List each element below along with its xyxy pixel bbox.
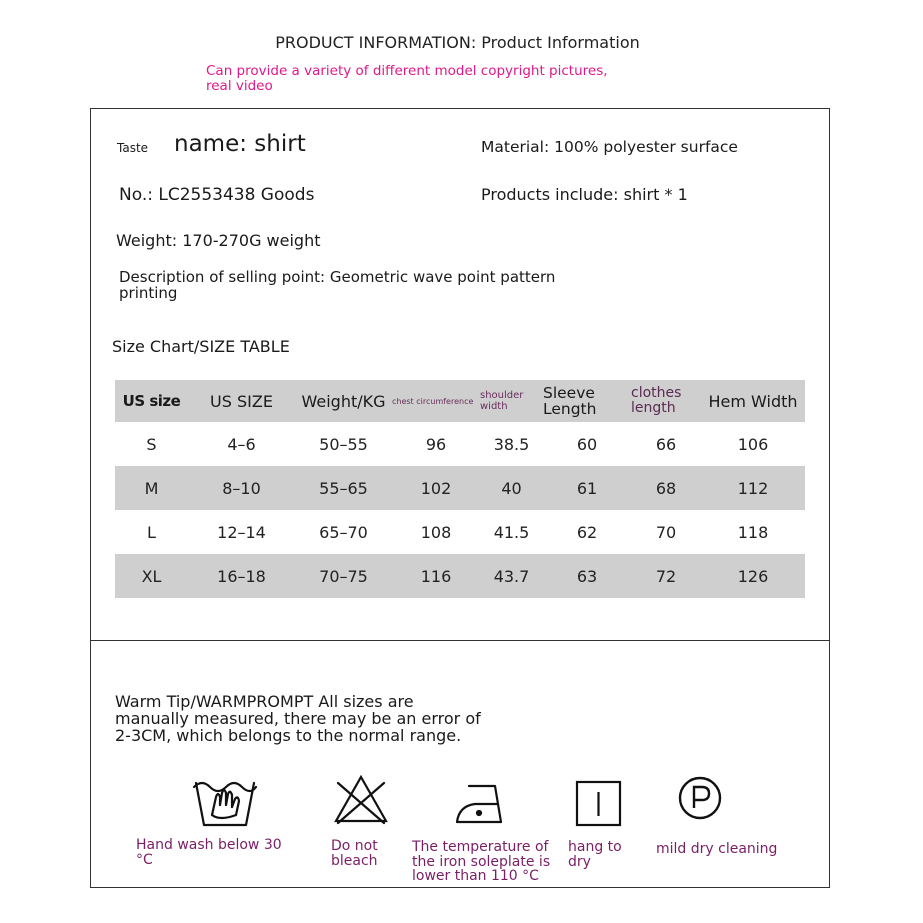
table-cell: 16–18 <box>217 566 266 586</box>
table-cell: 63 <box>576 566 598 586</box>
table-cell: 72 <box>655 566 677 586</box>
table-cell: 8–10 <box>222 478 261 498</box>
weight-info: Weight: 170-270G weight <box>116 231 321 250</box>
material-info: Material: 100% polyester surface <box>481 138 738 156</box>
product-name: name: shirt <box>174 131 306 157</box>
table-cell: 38.5 <box>493 434 530 454</box>
table-cell: 65–70 <box>319 522 368 542</box>
header-sleeve: Sleeve Length <box>543 384 597 418</box>
header-chest: chest circumference <box>392 396 474 406</box>
size-table-header-row <box>115 380 805 422</box>
header-shoulder: shoulder width <box>480 390 524 412</box>
table-cell: 40 <box>501 478 522 498</box>
table-cell: 70 <box>655 522 677 542</box>
warm-tip: Warm Tip/WARMPROMPT All sizes are manually measured, there may be an error of 2-3CM, which belongs to the normal range. <box>115 692 481 745</box>
table-cell: M <box>144 478 159 498</box>
product-number: No.: LC2553438 Goods <box>119 185 315 205</box>
table-cell: 55–65 <box>319 478 368 498</box>
hang-dry-label: hang to dry <box>568 839 622 870</box>
table-cell: 4–6 <box>227 434 256 454</box>
copyright-note: Can provide a variety of different model copyright pictures, real video <box>206 63 608 94</box>
table-cell: S <box>146 434 157 454</box>
size-table <box>115 380 805 598</box>
table-cell: 112 <box>737 478 769 498</box>
hand-wash-icon <box>192 775 258 833</box>
table-cell: 126 <box>737 566 769 586</box>
taste-label: Taste <box>117 141 149 155</box>
table-cell: 12–14 <box>217 522 266 542</box>
table-row <box>115 466 805 510</box>
table-row <box>115 422 805 466</box>
header-hem-width: Hem Width <box>708 391 798 411</box>
table-cell: 70–75 <box>319 566 368 586</box>
page-title: PRODUCT INFORMATION: Product Information <box>275 33 640 52</box>
table-cell: 62 <box>576 522 598 542</box>
dry-clean-label: mild dry cleaning <box>656 841 778 857</box>
dry-clean-icon <box>677 775 723 821</box>
products-include: Products include: shirt * 1 <box>481 185 688 204</box>
do-not-bleach-icon <box>332 773 390 827</box>
table-row <box>115 510 805 554</box>
table-cell: 96 <box>425 434 447 454</box>
table-cell: 116 <box>420 566 452 586</box>
table-cell: 118 <box>737 522 769 542</box>
iron-icon <box>455 780 509 826</box>
table-cell: XL <box>141 566 162 586</box>
header-clothes-length: clothes length <box>631 385 682 416</box>
table-cell: 106 <box>737 434 769 454</box>
hand-wash-label: Hand wash below 30 °C <box>136 837 282 868</box>
table-cell: 41.5 <box>493 522 530 542</box>
header-us-size: US size <box>122 392 181 410</box>
hang-dry-icon <box>575 780 623 828</box>
table-cell: 43.7 <box>493 566 530 586</box>
table-cell: 66 <box>655 434 677 454</box>
table-cell: 68 <box>655 478 677 498</box>
selling-point-description: Description of selling point: Geometric wave point pattern printing <box>119 268 556 302</box>
table-cell: 102 <box>420 478 452 498</box>
iron-label: The temperature of the iron soleplate is lower than 110 °C <box>412 839 551 884</box>
size-chart-heading: Size Chart/SIZE TABLE <box>112 337 290 356</box>
header-us-size-range: US SIZE <box>210 391 273 411</box>
table-row <box>115 554 805 598</box>
table-cell: 60 <box>576 434 598 454</box>
table-cell: 50–55 <box>319 434 368 454</box>
header-weight: Weight/KG <box>301 391 386 411</box>
table-cell: L <box>147 522 156 542</box>
table-cell: 108 <box>420 522 452 542</box>
no-bleach-label: Do not bleach <box>331 838 378 869</box>
table-cell: 61 <box>576 478 598 498</box>
